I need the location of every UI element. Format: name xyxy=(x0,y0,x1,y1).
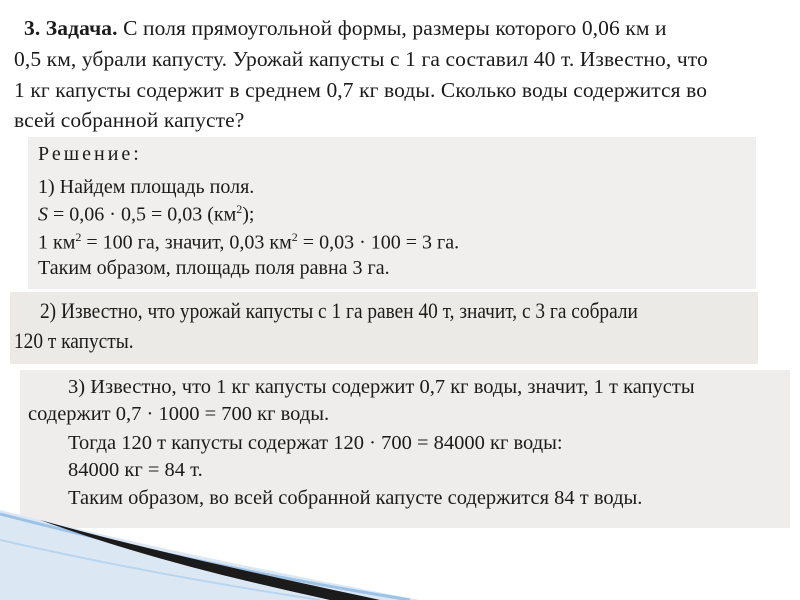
area-formula xyxy=(38,202,254,227)
conv-part-c: = 0,03 · 100 = 3 га. xyxy=(297,231,460,254)
unit-conversion xyxy=(38,230,459,255)
area-conclusion: Таким образом, площадь поля равна 3 га. xyxy=(38,257,390,279)
problem-line-2: 0,5 км, убрали капусту. Урожай капусты с 1 га составил 40 т. Известно, что xyxy=(14,47,708,71)
step-3-line-2: содержит 0,7 · 1000 = 700 кг воды. xyxy=(28,403,330,425)
step-3-line-4: 84000 кг = 84 т. xyxy=(68,459,203,481)
area-formula-close: ); xyxy=(242,203,255,226)
problem-statement xyxy=(14,0,786,136)
area-sup: 2 xyxy=(236,202,243,216)
step-3-line-5: Таким образом, во всей собранной капусте содержится 84 т воды. xyxy=(68,487,643,509)
area-symbol: S xyxy=(38,203,48,226)
problem-line-3: 1 кг капусты содержит в среднем 0,7 кг воды. Сколько воды содержится во xyxy=(14,78,708,102)
step-3-line-1: 3) Известно, что 1 кг капусты содержит 0,7 кг воды, значит, 1 т капусты xyxy=(68,376,695,398)
conv-part-b: = 100 га, значит, 0,03 км xyxy=(81,231,292,254)
problem-text-1: С поля прямоугольной формы, размеры которого 0,06 км и xyxy=(117,16,667,40)
task-title: 3. Задача. xyxy=(24,16,118,40)
step-3-line-3: Тогда 120 т капусты содержат 120 · 700 = 84000 кг воды: xyxy=(68,432,563,454)
solution-heading: Решение: xyxy=(38,143,142,165)
conv-sup-2: 2 xyxy=(291,230,298,244)
solution-part-1 xyxy=(28,137,756,289)
problem-line-1 xyxy=(24,16,667,41)
problem-line-4: всей собранной капусте? xyxy=(14,108,245,132)
corner-black-wedge xyxy=(40,520,380,600)
conv-sup-1: 2 xyxy=(75,230,82,244)
conv-part-a: 1 км xyxy=(38,231,76,254)
solution-part-3 xyxy=(20,370,790,528)
step-2-line-1: 2) Известно, что урожай капусты с 1 га равен 40 т, значит, с 3 га собрали xyxy=(40,298,638,323)
step-1-text: 1) Найдем площадь поля. xyxy=(38,176,255,198)
step-2-line-2: 120 т капусты. xyxy=(14,328,134,353)
area-formula-expr: = 0,06 · 0,5 = 0,03 (км xyxy=(48,203,237,226)
corner-blue-stroke-2 xyxy=(0,540,320,600)
solution-part-2 xyxy=(10,292,758,364)
